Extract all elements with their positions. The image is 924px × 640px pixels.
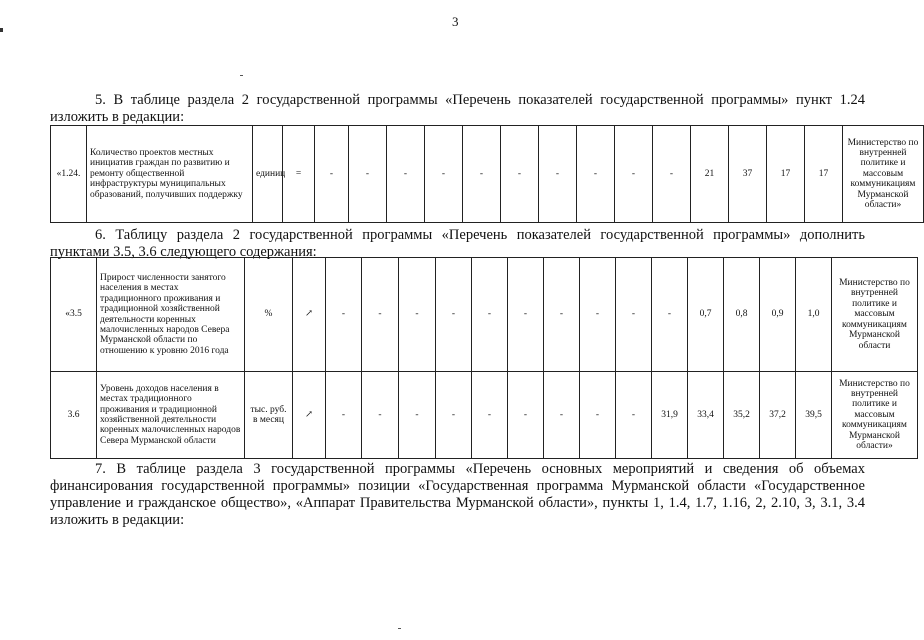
paragraph-7: 7. В таблице раздела 3 государственной программы «Перечень основных мероприятий и сведения об объемах финансирования государственной программы» позиции «Государственная программа Мурманской области «Государственное управление и гражданское общество», «Аппарат Правительства Мурманской области», пункты 1, 1.4, 1.7, 1.16, 2, 2.10, 3, 3.1, 3.4 изложить в редакции: [50, 461, 865, 528]
indicator-table-1-24 [50, 125, 924, 223]
direction-cell: = [283, 126, 315, 223]
value-cell: - [399, 258, 436, 372]
paragraph-5: 5. В таблице раздела 2 государственной программы «Перечень показателей государственной программы» пункт 1.24 изложить в редакции: [50, 92, 865, 125]
value-cell: - [436, 372, 472, 459]
value-cell: - [580, 372, 616, 459]
value-cell: 37,2 [760, 372, 796, 459]
value-cell: - [425, 126, 463, 223]
value-cell: - [616, 258, 652, 372]
table-row [51, 258, 918, 372]
value-cell: - [362, 258, 399, 372]
row-number: «3.5 [51, 258, 97, 372]
page-number: 3 [452, 14, 459, 29]
row-number: 3.6 [51, 372, 97, 459]
value-cell: 17 [805, 126, 843, 223]
value-cell: 39,5 [796, 372, 832, 459]
value-cell: - [315, 126, 349, 223]
indicator-table-3-5-3-6 [50, 257, 918, 459]
value-cell: - [544, 258, 580, 372]
value-cell: 1,0 [796, 258, 832, 372]
scan-mark [240, 75, 243, 76]
value-cell: 0,7 [688, 258, 724, 372]
value-cell: - [580, 258, 616, 372]
value-cell: 17 [767, 126, 805, 223]
value-cell: - [616, 372, 652, 459]
value-cell: - [508, 372, 544, 459]
indicator-name: Количество проектов местных инициатив граждан по развитию и ремонту общественной инфраструктуры муниципальных образований, получивших поддержку [87, 126, 253, 223]
value-cell: - [463, 126, 501, 223]
value-cell: - [472, 258, 508, 372]
value-cell: - [362, 372, 399, 459]
value-cell: - [399, 372, 436, 459]
value-cell: - [653, 126, 691, 223]
indicator-name: Прирост численности занятого населения в местах традиционного проживания и традиционной хозяйственной деятельности коренных малочисленных народов Севера Мурманской области по отношению к уровню 2016 года [97, 258, 245, 372]
row-number: «1.24. [51, 126, 87, 223]
responsible-cell: Министерство по внутренней политике и массовым коммуникациям Мурманской области» [832, 372, 918, 459]
paragraph-6: 6. Таблицу раздела 2 государственной программы «Перечень показателей государственной программы» дополнить пунктами 3.5, 3.6 следующего содержания: [50, 227, 865, 260]
value-cell: - [326, 258, 362, 372]
value-cell: - [615, 126, 653, 223]
direction-cell: ↗ [293, 258, 326, 372]
value-cell: - [539, 126, 577, 223]
value-cell: - [508, 258, 544, 372]
responsible-cell: Министерство по внутренней политике и массовым коммуникациям Мурманской области» [843, 126, 924, 223]
unit-cell: % [245, 258, 293, 372]
scan-mark [398, 628, 401, 629]
value-cell: - [326, 372, 362, 459]
value-cell: 21 [691, 126, 729, 223]
value-cell: 35,2 [724, 372, 760, 459]
responsible-cell: Министерство по внутренней политике и массовым коммуникациям Мурманской области [832, 258, 918, 372]
value-cell: - [472, 372, 508, 459]
scan-mark [0, 28, 3, 32]
table-row [51, 126, 924, 223]
value-cell: 0,8 [724, 258, 760, 372]
value-cell: - [387, 126, 425, 223]
value-cell: 0,9 [760, 258, 796, 372]
value-cell: 31,9 [652, 372, 688, 459]
indicator-name: Уровень доходов населения в местах традиционного проживания и традиционной хозяйственной деятельности коренных малочисленных народов Севера Мурманской области [97, 372, 245, 459]
unit-cell: тыс. руб. в месяц [245, 372, 293, 459]
value-cell: - [436, 258, 472, 372]
value-cell: - [577, 126, 615, 223]
direction-cell: ↗ [293, 372, 326, 459]
value-cell: - [652, 258, 688, 372]
value-cell: - [544, 372, 580, 459]
value-cell: 37 [729, 126, 767, 223]
table-row [51, 372, 918, 459]
unit-cell: единиц [253, 126, 283, 223]
value-cell: - [349, 126, 387, 223]
value-cell: 33,4 [688, 372, 724, 459]
value-cell: - [501, 126, 539, 223]
